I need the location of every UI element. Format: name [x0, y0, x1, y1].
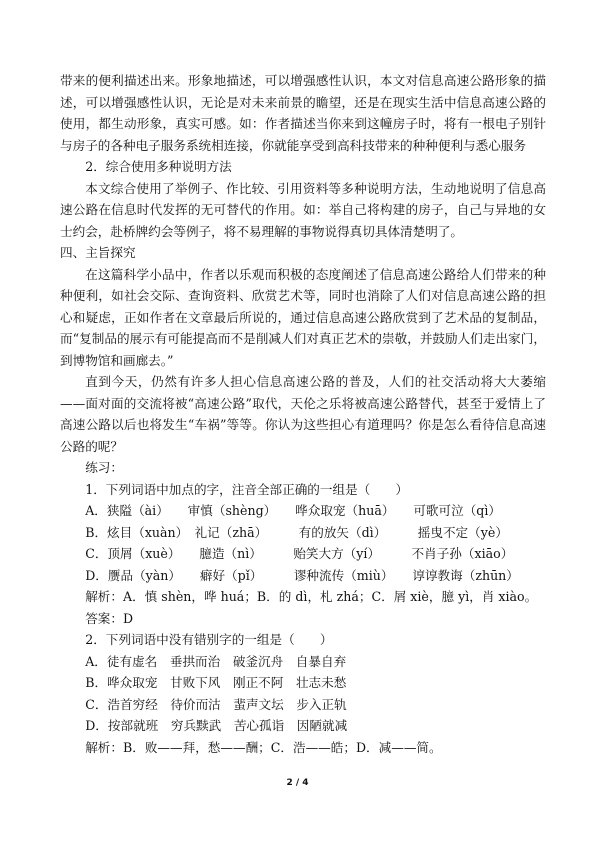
question-2-option-d: D．按部就班 穷兵黩武 苦心孤诣 因陋就减 [85, 718, 348, 733]
question-2-option-a: A．徒有虚名 垂拱而治 破釜沉舟 自暴自弃 [85, 653, 347, 669]
page-number: 2 / 4 [286, 778, 309, 788]
section-4-heading: 四、主旨探究 [60, 245, 136, 260]
question-2-stem: 2．下列词语中没有错别字的一组是（ ） [85, 632, 333, 647]
section-4-paragraph-1: 在这篇科学小品中，作者以乐观而积极的态度阐述了信息高速公路给人们带来的种种便利，如社会交际、查询资料、欣赏艺术等，同时也消除了人们对信息高速公路的担心和疑虑，正如作者在文章最后所说的，通过信息高速公路欣赏到了艺术品的复制品，而“复制品的展示有可能提高而不是削减人们对真正艺术的崇敬，并鼓励人们走出家门，到博物馆和画廊去。” [60, 266, 546, 368]
continued-paragraph: 带来的便利描述出来。形象地描述，可以增强感性认识，本文对信息高速公路形象的描述，可以增强感性认识，无论是对未来前景的瞻望，还是在现实生活中信息高速公路的使用，都生动形象，真实可感。如：作者描述当你来到这幢房子时，将有一根电子别针与房子的各种电子服务系统相连接，你就能享受到高科技带来的种种便利与悉心服务 [60, 73, 546, 153]
question-1-answer: 答案：D [85, 610, 134, 626]
section-2-heading: 2．综合使用多种说明方法 [85, 159, 232, 174]
question-2-option-b: B．哗众取宠 甘败下风 刚正不阿 壮志未愁 [85, 675, 347, 690]
section-4-paragraph-2: 直到今天，仍然有许多人担心信息高速公路的普及，人们的社交活动将大大萎缩——面对面的交流将被“高速公路”取代，天伦之乐将被高速公路替代，甚至于爱情上了高速公路以后也将发生“车祸”等等。你认为这些担心有道理吗？你是怎么看待信息高速公路的呢？ [60, 374, 546, 454]
section-2-body: 本文综合使用了举例子、作比较、引用资料等多种说明方法，生动地说明了信息高速公路在信息时代发挥的无可替代的作用。如：举自己将构建的房子，自己与异地的女士约会，赴桥牌约会等例子，将不易理解的事物说得真切具体清楚明了。 [60, 180, 546, 239]
question-1-option-c: C．顶屑（xuè） 臆造（nì） 贻笑大方（yí） 不肖子孙（xiāo） [85, 546, 514, 561]
question-1-option-d: D．赝品（yàn） 癖好（pǐ） 谬种流传（miù） 谆谆教诲（zhūn） [85, 567, 519, 583]
question-1-option-a: A．狭隘（ài） 审慎（shèng） 哗众取宠（huā） 可歌可泣（qì） [85, 503, 501, 518]
page-content [60, 70, 546, 758]
question-1-analysis: 解析：A．慎 shèn，哗 huá；B．的 dì，札 zhá；C．屑 xiè，臆 yì，肖 xiào。 [85, 589, 538, 604]
question-2-analysis: 解析：B．败——拜，愁——酬；C．浩——皓；D．减——简。 [85, 739, 442, 755]
exercise-label: 练习： [85, 460, 123, 475]
question-1-stem: 1．下列词语中加点的字，注音全部正确的一组是（ ） [85, 481, 409, 497]
question-1-option-b: B．炫目（xuàn） 礼记（zhā） 有的放矢（dì） 摇曳不定（yè） [85, 524, 508, 540]
question-2-option-c: C．浩首穷经 待价而沽 蜚声文坛 步入正轨 [85, 696, 347, 712]
